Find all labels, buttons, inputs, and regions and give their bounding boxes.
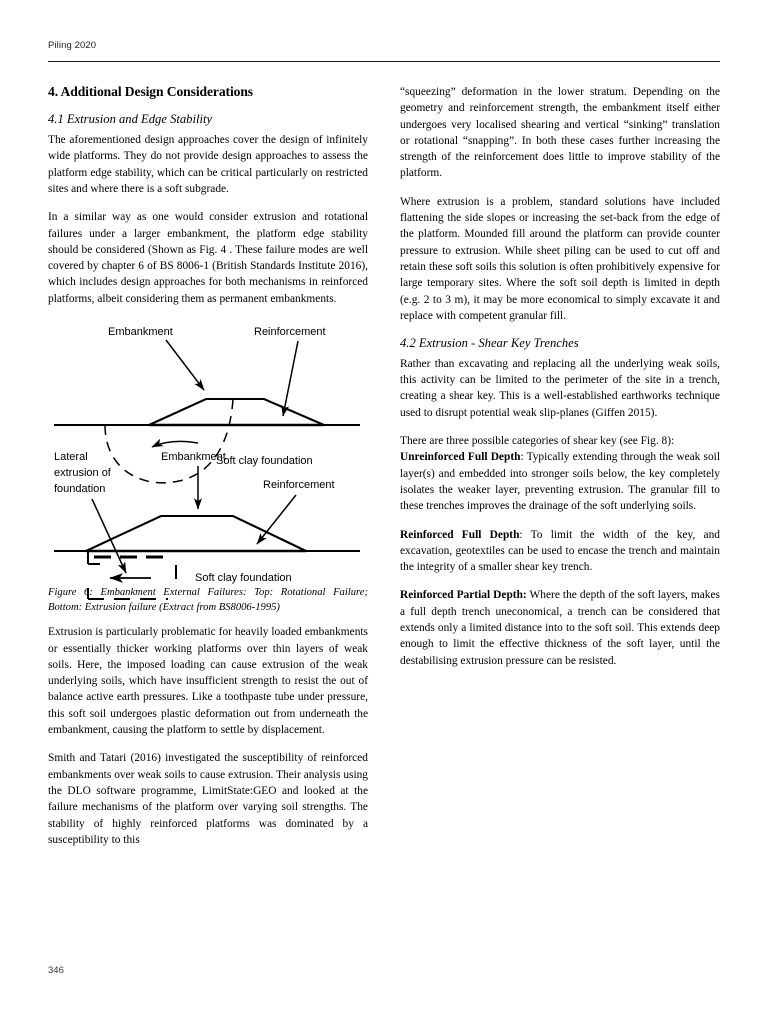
page-number: 346: [48, 965, 64, 976]
figure-6-graphic: [48, 321, 368, 585]
paragraph: “squeezing” deformation in the lower stratum. Depending on the geometry and reinforcement strength, the embankment itself either undergoes very localised shearing and vertical “sinking” translation or rotational “snapping”. In both these cases further increasing the strength of the reinforcement does little to improve stability of the platform.: [400, 86, 720, 180]
label-lateral-extrusion-line2: extrusion of: [54, 467, 111, 480]
paragraph: Smith and Tatari (2016) investigated the susceptibility of reinforced embankments over weak soils to cause extrusion. Their analysis using the DLO software programme, LimitState:GEO and looked at the failure mechanisms of the platform over varying soil strengths. The stability of highly reinforced platforms was dominated by a susceptibility to this: [48, 752, 368, 846]
running-header: Piling 2020: [48, 40, 97, 51]
label-reinforcement-top: Reinforcement: [254, 326, 326, 339]
label-lateral-extrusion-line1: Lateral: [54, 451, 88, 464]
left-column: [48, 84, 368, 924]
label-soft-clay-foundation-top: Soft clay foundation: [216, 455, 313, 468]
paragraph-category-reinforced-full-depth: [400, 527, 720, 576]
category-label: Reinforced Full Depth: [400, 528, 520, 541]
category-label: Unreinforced Full Depth: [400, 451, 521, 464]
right-column: [400, 84, 720, 924]
header-rule: [48, 61, 720, 62]
paragraph: Rather than excavating and replacing all the underlying weak soils, this activity can be limited to the perimeter of the site in a trench, creating a shear key. This is a well-established earthworks technique used to disrupt potential weak slip-planes (Giffen 2015).: [400, 357, 720, 419]
figure-caption: Figure 6: Embankment External Failures: Top: Rotational Failure; Bottom: Extrusion failure (Extract from BS8006-1995): [48, 587, 368, 613]
subsection-heading-4-1: 4.1 Extrusion and Edge Stability: [48, 112, 213, 127]
label-embankment-top: Embankment: [108, 326, 173, 339]
paragraph: The aforementioned design approaches cover the design of infinitely wide platforms. They do not provide design approaches to assess the platform edge stability, which can be critical particularly on restricted sites and where there is a soft subgrade.: [48, 134, 368, 195]
subsection-heading-4-2: 4.2 Extrusion - Shear Key Trenches: [400, 336, 579, 351]
label-soft-clay-foundation-bottom: Soft clay foundation: [195, 572, 292, 585]
paragraph-category-unreinforced-full-depth: [400, 449, 720, 514]
label-lateral-extrusion-line3: foundation: [54, 483, 106, 496]
section-heading: 4. Additional Design Considerations: [48, 84, 253, 99]
bottom-diagram: [54, 451, 360, 599]
category-text: : To limit the width of the key, and excavation, geotextiles can be used to encase the trench and maintain the integrity of a smaller shear key trench.: [400, 528, 720, 574]
two-column-body: [48, 84, 720, 924]
figure-6: [48, 321, 368, 585]
paragraph-category-reinforced-partial-depth: [400, 587, 720, 668]
category-text: : Typically extending through the weak soil layer(s) and embedded into stronger soils below, the key completely isolates the weaker layer, preventing extrusion. The granular fill to these trenches improves the drainage of the soft underlying soils.: [400, 451, 720, 513]
category-label: Reinforced Partial Depth:: [400, 589, 527, 602]
label-reinforcement-bottom: Reinforcement: [263, 479, 335, 492]
paragraph: There are three possible categories of shear key (see Fig. 8):: [400, 435, 675, 448]
category-text: Where the depth of the soft layers, makes a full depth trench uneconomical, a trench can be considered that extends only a limited distance into to the soft soil. This extends deep enough to limit the effective thickness of the soft layer, until the destabilising extrusion pressure can be resisted.: [400, 589, 720, 667]
paragraph: Where extrusion is a problem, standard solutions have included flattening the side slopes or increasing the set-back from the edge of the platform. Mounded fill around the platform can provide counter pressure to extrusion. While sheet piling can be used to cut off and retain these soft soils this solution is often prohibitively expensive for large temporary sites. Where the soft soil depth is limited in depth (e.g. 2 to 3 m), it may be more economical to simply excavate it and replace with competent granular fill.: [400, 195, 720, 322]
label-embankment-bottom: Embankment: [161, 451, 226, 464]
paragraph: Extrusion is particularly problematic for heavily loaded embankments or essentially thicker working platforms over thin layers of weak soils. Here, the imposed loading can cause extrusion of the weak underlying soils, which have insufficient strength to resist the out of balance active earth pressures. Like a toothpaste tube under pressure, this soft soil undergoes plastic deformation out from underneath the embankment, causing the platform to settle by displacement.: [48, 626, 368, 737]
paragraph: In a similar way as one would consider extrusion and rotational failures under a larger embankment, the platform edge stability should be considered (Shown as Fig. 4 . These failure modes are well covered by chapter 6 of BS 8006-1 (British Standards Institute 2016), which includes design approaches for both mechanisms in reinforced platforms, albeit considering them as permanent embankments.: [48, 211, 368, 305]
